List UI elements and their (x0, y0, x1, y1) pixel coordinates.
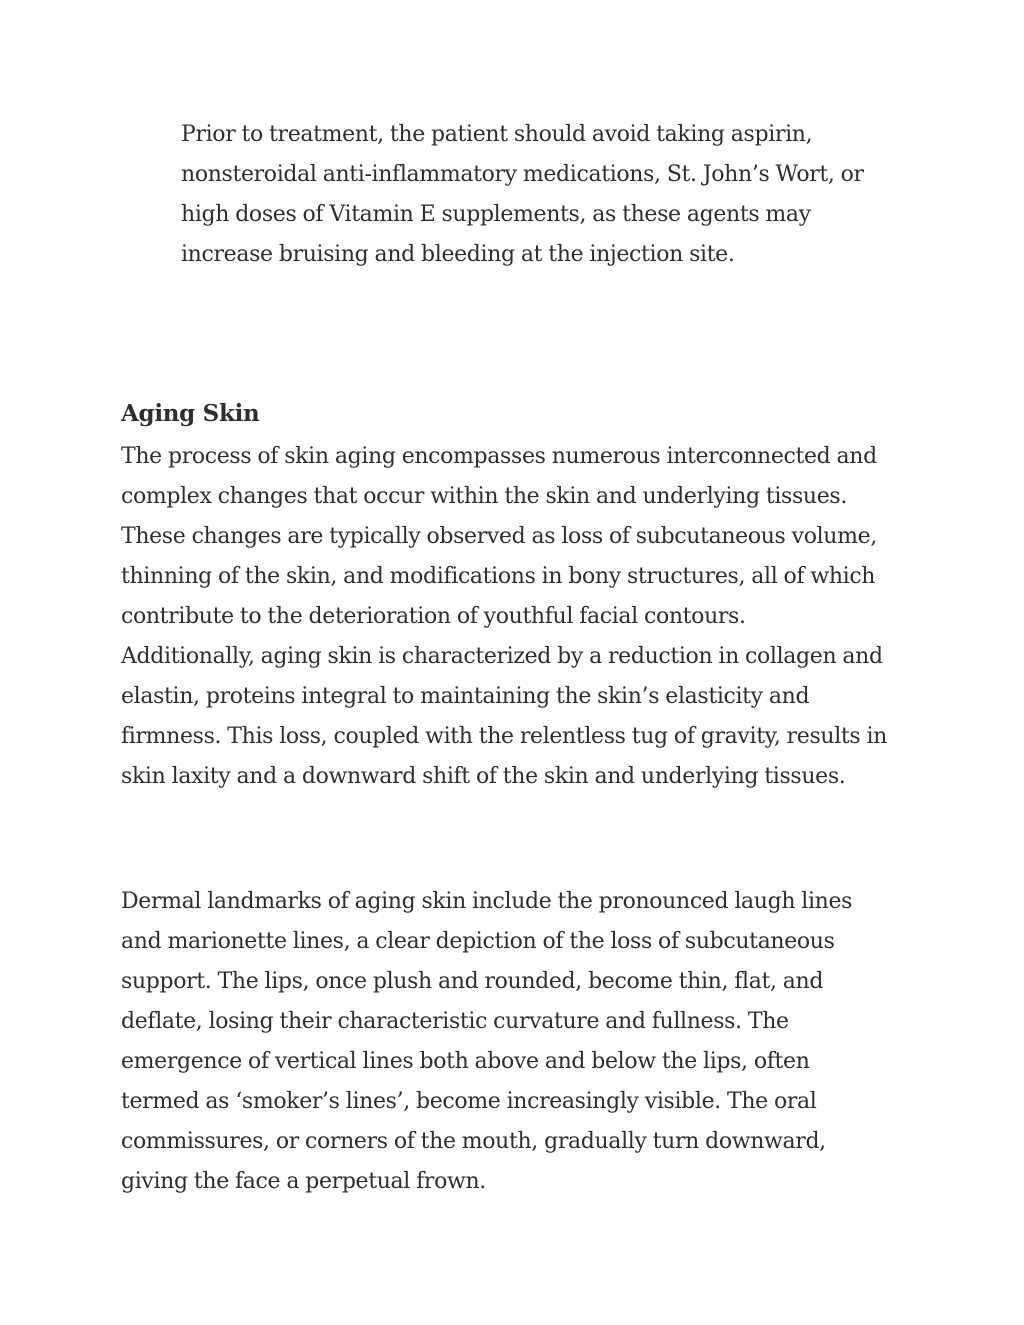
paragraph-line: contribute to the deterioration of youthful facial contours. (121, 604, 746, 629)
section-heading: Aging Skin (121, 400, 260, 427)
paragraph-line: deflate, losing their characteristic curvature and fullness. The (121, 1009, 789, 1034)
paragraph-line: firmness. This loss, coupled with the relentless tug of gravity, results in (121, 724, 887, 749)
paragraph-line: Prior to treatment, the patient should avoid taking aspirin, (181, 122, 813, 147)
paragraph-line: nonsteroidal anti-inflammatory medications, St. John’s Wort, or (181, 162, 864, 187)
paragraph-line: and marionette lines, a clear depiction of the loss of subcutaneous (121, 929, 835, 954)
paragraph-line: giving the face a perpetual frown. (121, 1169, 486, 1194)
paragraph-line: complex changes that occur within the skin and underlying tissues. (121, 484, 847, 509)
paragraph-line: commissures, or corners of the mouth, gradually turn downward, (121, 1129, 826, 1154)
paragraph-line: high doses of Vitamin E supplements, as these agents may (181, 202, 811, 227)
body-paragraph (121, 882, 852, 1202)
paragraph-line: emergence of vertical lines both above and below the lips, often (121, 1049, 810, 1074)
paragraph-line: Additionally, aging skin is characterized by a reduction in collagen and (121, 644, 883, 669)
paragraph-line: The process of skin aging encompasses numerous interconnected and (121, 444, 877, 469)
paragraph-line: increase bruising and bleeding at the injection site. (181, 242, 735, 267)
paragraph-line: skin laxity and a downward shift of the skin and underlying tissues. (121, 764, 846, 789)
paragraph-line: elastin, proteins integral to maintaining the skin’s elasticity and (121, 684, 810, 709)
paragraph-line: thinning of the skin, and modifications in bony structures, all of which (121, 564, 876, 589)
paragraph-line: These changes are typically observed as loss of subcutaneous volume, (121, 524, 877, 549)
indented-paragraph (181, 115, 864, 275)
body-paragraph (121, 437, 887, 797)
paragraph-line: support. The lips, once plush and rounded, become thin, flat, and (121, 969, 824, 994)
paragraph-line: Dermal landmarks of aging skin include the pronounced laugh lines (121, 889, 853, 914)
paragraph-line: termed as ‘smoker’s lines’, become increasingly visible. The oral (121, 1089, 817, 1114)
